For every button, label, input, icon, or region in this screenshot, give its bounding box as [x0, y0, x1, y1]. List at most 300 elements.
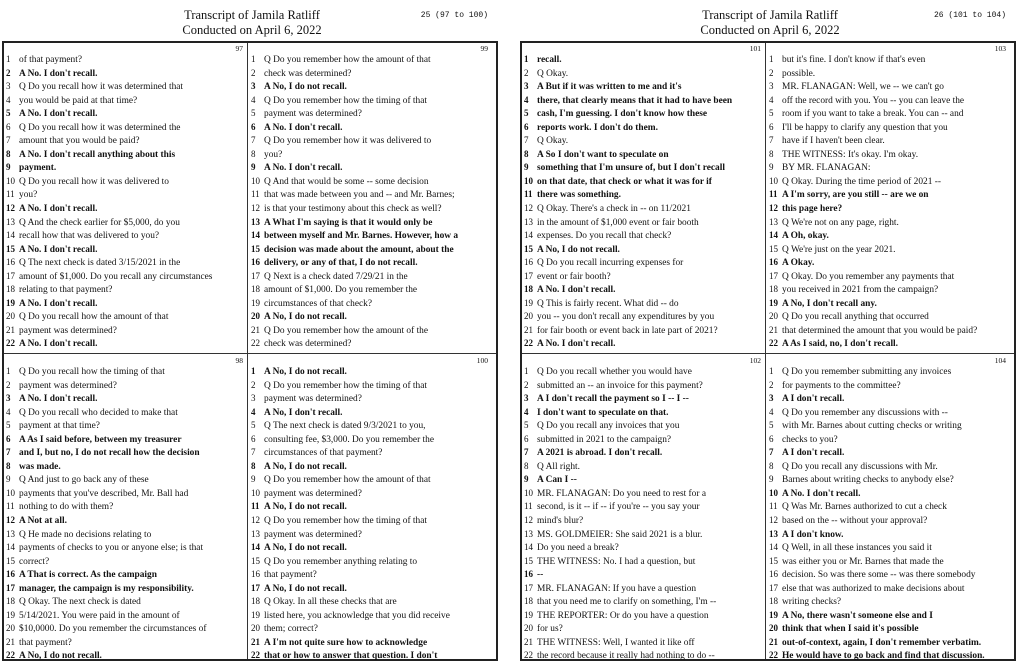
line-text: Q All right. [537, 461, 580, 472]
line-text: A No. I don't recall anything about this [19, 149, 176, 160]
line-number: 22 [251, 338, 260, 349]
transcript-line [251, 256, 490, 270]
transcript-line [524, 365, 763, 379]
line-text: A I'm sorry, are you still -- are we on [782, 190, 929, 201]
line-number: 7 [6, 135, 11, 146]
line-number: 10 [524, 487, 533, 498]
line-text: have if I haven't been clear. [782, 136, 885, 147]
transcript-line [6, 365, 245, 379]
transcript-line [524, 107, 763, 121]
transcript-line [6, 94, 245, 108]
line-number: 7 [6, 447, 11, 458]
line-text: A What I'm saying is that it would only be [264, 217, 433, 228]
transcript-line [6, 270, 245, 284]
line-number: 5 [6, 108, 11, 119]
line-number: 15 [524, 243, 533, 254]
transcript-line [6, 555, 245, 569]
transcript-line [769, 595, 1008, 609]
line-number: 16 [251, 257, 260, 268]
page-lines [251, 365, 490, 663]
transcript-line [524, 94, 763, 108]
transcript-line [251, 460, 490, 474]
line-number: 7 [769, 447, 774, 458]
transcript-line [524, 216, 763, 230]
transcript-page [522, 43, 765, 353]
line-text: Q We're just on the year 2021. [782, 244, 896, 255]
line-number: 5 [524, 108, 529, 119]
line-text: A I don't recall the payment so I -- I -- [537, 394, 689, 405]
line-number: 10 [251, 487, 260, 498]
line-number: 12 [769, 515, 778, 526]
line-text: I don't want to speculate on that. [537, 407, 669, 418]
transcript-page [249, 43, 492, 353]
line-text: recall how that was delivered to you? [19, 231, 160, 242]
line-number: 19 [524, 297, 533, 308]
line-text: A No. I don't recall. [19, 68, 98, 79]
line-text: is that your testimony about this check as well? [264, 204, 442, 215]
line-number: 4 [524, 406, 529, 417]
transcript-line [524, 541, 763, 555]
line-text: A No, I do not recall. [264, 543, 347, 554]
line-text: Q Do you remember anything relating to [264, 556, 418, 567]
line-number: 17 [769, 270, 778, 281]
line-text: BY MR. FLANAGAN: [782, 163, 871, 174]
line-text: with Mr. Barnes about cutting checks or writing [782, 421, 962, 432]
line-text: delivery, or any of that, I do not recall. [264, 258, 418, 269]
line-text: A No. I don't recall. [264, 122, 343, 133]
page-lines [769, 365, 1008, 663]
line-text: checks to you? [782, 434, 838, 445]
page-number: 97 [235, 44, 243, 53]
line-number: 17 [251, 270, 260, 281]
transcript-line [524, 622, 763, 636]
line-text: Q Okay. Do you remember any payments that [782, 271, 955, 282]
transcript-line [251, 243, 490, 257]
line-number: 20 [524, 311, 533, 322]
line-text: Q Do you recall how the amount of that [19, 312, 169, 323]
line-text: THE WITNESS: Well, I wanted it like off [537, 637, 695, 648]
transcript-line [6, 188, 245, 202]
line-number: 19 [6, 609, 15, 620]
line-number: 14 [251, 542, 260, 553]
transcript-line [251, 107, 490, 121]
transcript-line [6, 406, 245, 420]
transcript-line [524, 134, 763, 148]
line-text: Q And that would be some -- some decision [264, 176, 429, 187]
line-number: 8 [769, 460, 774, 471]
transcript-line [6, 622, 245, 636]
page-lines [251, 53, 490, 351]
line-number: 3 [6, 81, 11, 92]
page-grid [2, 41, 498, 661]
line-text: Q Do you recall how it was delivered to [19, 176, 169, 187]
transcript-line [251, 337, 490, 351]
transcript-line [524, 460, 763, 474]
line-text: Q Okay. [537, 68, 569, 79]
line-text: submitted an -- an invoice for this payment? [537, 380, 703, 391]
line-text: out-of-context, again, I don't remember verbatim. [782, 637, 982, 648]
line-number: 1 [251, 366, 256, 376]
line-text: A As I said, no, I don't recall. [782, 339, 898, 350]
line-text: payment was determined? [264, 488, 362, 499]
line-text: possible. [782, 68, 816, 79]
line-number: 1 [524, 54, 529, 64]
line-text: Q And just to go back any of these [19, 475, 149, 486]
transcript-line [251, 514, 490, 528]
transcript-line [524, 609, 763, 623]
transcript-line [769, 80, 1008, 94]
transcript-line [769, 229, 1008, 243]
page-lines [6, 365, 245, 663]
line-number: 6 [251, 433, 256, 444]
transcript-line [524, 175, 763, 189]
line-number: 8 [524, 460, 529, 471]
line-text: Q Do you recall how the timing of that [19, 367, 165, 377]
transcript-line [524, 53, 763, 67]
line-number: 3 [524, 393, 529, 404]
transcript-line [6, 582, 245, 596]
transcript-line [251, 67, 490, 81]
transcript-line [524, 243, 763, 257]
transcript-line [251, 148, 490, 162]
line-text: was made. [19, 461, 61, 472]
line-number: 5 [251, 108, 256, 119]
line-text: A No, there wasn't someone else and I [782, 610, 933, 621]
transcript-line [6, 500, 245, 514]
transcript-line [6, 446, 245, 460]
line-text: Q The next check is dated 9/3/2021 to you, [264, 421, 426, 432]
line-number: 1 [769, 366, 774, 376]
transcript-line [6, 568, 245, 582]
line-text: expenses. Do you recall that check? [537, 231, 672, 242]
line-number: 12 [6, 203, 15, 214]
line-text: Q Do you recall who decided to make that [19, 407, 178, 418]
transcript-line [251, 310, 490, 324]
transcript-line [6, 175, 245, 189]
line-number: 3 [769, 393, 774, 404]
transcript-line [769, 270, 1008, 284]
line-number: 2 [524, 379, 529, 390]
line-number: 4 [251, 406, 256, 417]
line-text: A No. I don't recall. [19, 204, 98, 215]
line-number: 17 [6, 270, 15, 281]
line-text: in the amount of $1,000 event or fair booth [537, 217, 699, 228]
transcript-line [524, 514, 763, 528]
transcript-line [524, 487, 763, 501]
page-number: 102 [749, 356, 761, 365]
transcript-line [769, 622, 1008, 636]
line-number: 3 [6, 393, 11, 404]
transcript-line [524, 121, 763, 135]
line-number: 8 [251, 148, 256, 159]
line-number: 17 [251, 582, 260, 593]
transcript-line [524, 297, 763, 311]
line-number: 21 [524, 636, 533, 647]
line-number: 21 [251, 324, 260, 335]
line-number: 22 [6, 650, 15, 661]
line-text: MS. GOLDMEIER: She said 2021 is a blur. [537, 529, 703, 540]
line-text: A Okay. [782, 258, 815, 269]
line-number: 20 [251, 623, 260, 634]
line-text: decision was made about the amount, about the [264, 244, 454, 255]
transcript-line [524, 649, 763, 663]
transcript-title: Transcript of Jamila Ratliff [702, 8, 838, 22]
line-text: listed here, you acknowledge that you did receive [264, 610, 450, 621]
line-text: payment was determined? [264, 109, 362, 120]
line-text: that was made between you and -- and Mr. Barnes; [264, 190, 455, 201]
line-text: for fair booth or event back in late part of 2021? [537, 325, 718, 336]
line-text: 5/14/2021. You were paid in the amount of [19, 610, 180, 621]
transcript-line [769, 609, 1008, 623]
line-text: A No. I don't recall. [19, 339, 98, 350]
line-text: consulting fee, $3,000. Do you remember the [264, 434, 435, 445]
line-number: 21 [524, 324, 533, 335]
transcript-line [524, 406, 763, 420]
line-number: 6 [251, 121, 256, 132]
transcript-line [6, 473, 245, 487]
line-text: Q Do you recall how it was determined the [19, 122, 181, 133]
line-number: 16 [6, 569, 15, 580]
transcript-line [251, 609, 490, 623]
transcript-line [769, 365, 1008, 379]
transcript-line [769, 500, 1008, 514]
line-text: you? [19, 190, 38, 201]
line-number: 9 [251, 474, 256, 485]
line-text: A No, I don't recall any. [782, 298, 877, 309]
line-text: that payment? [19, 637, 72, 648]
transcript-line [6, 310, 245, 324]
line-text: Q Do you recall any invoices that you [537, 421, 680, 432]
line-text: payments of checks to you or anyone else; is that [19, 543, 204, 554]
transcript-line [6, 541, 245, 555]
line-number: 20 [524, 623, 533, 634]
line-number: 19 [251, 609, 260, 620]
line-text: cash, I'm guessing. I don't know how these [537, 109, 708, 120]
line-text: A Oh, okay. [782, 231, 829, 242]
line-text: that or how to answer that question. I don't [264, 651, 438, 662]
transcript-line [524, 379, 763, 393]
line-text: payment. [19, 163, 57, 174]
line-number: 18 [251, 596, 260, 607]
line-number: 20 [769, 311, 778, 322]
transcript-sheet-left [2, 0, 502, 666]
line-number: 19 [769, 609, 778, 620]
row-divider [522, 353, 1014, 354]
line-text: Q Do you remember how the amount of the [264, 325, 429, 336]
line-number: 3 [251, 393, 256, 404]
line-text: payment was determined? [19, 325, 117, 336]
transcript-line [6, 202, 245, 216]
line-number: 6 [6, 121, 11, 132]
line-number: 16 [524, 569, 533, 580]
transcript-line [251, 365, 490, 379]
line-number: 17 [524, 582, 533, 593]
line-number: 20 [6, 623, 15, 634]
line-text: between myself and Mr. Barnes. However, how a [264, 231, 459, 242]
line-number: 8 [769, 148, 774, 159]
transcript-line [524, 80, 763, 94]
page-grid [520, 41, 1016, 661]
line-number: 19 [524, 609, 533, 620]
line-text: amount of $1,000. Do you recall any circumstances [19, 271, 213, 282]
page-lines [524, 53, 763, 351]
transcript-line [769, 202, 1008, 216]
line-text: A No, I do not recall. [264, 583, 347, 594]
transcript-line [769, 161, 1008, 175]
line-number: 3 [251, 81, 256, 92]
transcript-page [4, 355, 247, 665]
transcript-date: Conducted on April 6, 2022 [182, 23, 322, 37]
transcript-line [6, 134, 245, 148]
line-text: Q Do you remember how the timing of that [264, 516, 427, 527]
line-text: something that I'm unsure of, but I don't recall [537, 163, 725, 174]
line-number: 14 [769, 542, 778, 553]
line-text: Q He made no decisions relating to [19, 529, 152, 540]
line-text: A No. I don't recall. [537, 339, 616, 350]
line-text: A No, I don't recall. [264, 407, 343, 418]
transcript-line [524, 595, 763, 609]
transcript-page [767, 355, 1010, 665]
transcript-line [6, 609, 245, 623]
line-text: amount that you would be paid? [19, 136, 140, 147]
line-number: 22 [769, 650, 778, 661]
line-text: A So I don't want to speculate on [537, 149, 669, 160]
line-number: 5 [769, 420, 774, 431]
transcript-line [251, 433, 490, 447]
transcript-line [6, 636, 245, 650]
transcript-line [769, 121, 1008, 135]
transcript-line [6, 337, 245, 351]
line-text: there was something. [537, 190, 621, 201]
transcript-line [524, 473, 763, 487]
line-text: room if you want to take a break. You can -- and [782, 109, 964, 120]
line-number: 9 [524, 162, 529, 173]
line-text: Q Do you remember how the timing of that [264, 95, 427, 106]
transcript-line [6, 379, 245, 393]
transcript-line [251, 229, 490, 243]
line-text: MR. FLANAGAN: If you have a question [537, 583, 697, 594]
line-text: A I don't recall. [782, 394, 845, 405]
transcript-line [524, 67, 763, 81]
line-number: 13 [524, 216, 533, 227]
line-number: 6 [6, 433, 11, 444]
transcript-line [769, 636, 1008, 650]
transcript-line [524, 528, 763, 542]
line-text: on that date, that check or what it was for if [537, 176, 712, 187]
transcript-line [6, 419, 245, 433]
line-number: 2 [251, 379, 256, 390]
line-text: you? [264, 149, 283, 160]
transcript-line [769, 94, 1008, 108]
line-text: payments that you've described, Mr. Ball had [19, 488, 189, 499]
line-text: A I don't know. [782, 529, 844, 540]
line-text: Q Do you recall incurring expenses for [537, 258, 684, 269]
line-text: event or fair booth? [537, 271, 611, 282]
line-number: 20 [769, 623, 778, 634]
line-number: 14 [769, 230, 778, 241]
transcript-line [769, 473, 1008, 487]
transcript-line [524, 324, 763, 338]
line-text: A Can I -- [537, 475, 577, 486]
transcript-line [251, 80, 490, 94]
line-text: Q The next check is dated 3/15/2021 in the [19, 258, 181, 269]
line-number: 11 [524, 501, 533, 512]
line-number: 21 [251, 636, 260, 647]
line-number: 7 [769, 135, 774, 146]
line-text: Q Was Mr. Barnes authorized to cut a check [782, 502, 947, 513]
line-text: A No, I do not recall. [264, 367, 347, 377]
line-text: that you need me to clarify on something, I'm -- [537, 597, 717, 608]
transcript-line [769, 392, 1008, 406]
line-number: 6 [524, 121, 529, 132]
line-number: 13 [6, 528, 15, 539]
page-number: 103 [994, 44, 1006, 53]
transcript-line [251, 216, 490, 230]
line-text: Do you need a break? [537, 543, 619, 554]
line-number: 4 [769, 94, 774, 105]
transcript-line [524, 419, 763, 433]
transcript-line [251, 649, 490, 663]
transcript-line [524, 148, 763, 162]
line-text: Q Do you remember how the amount of that [264, 55, 431, 65]
line-number: 18 [524, 284, 533, 295]
transcript-line [524, 161, 763, 175]
line-number: 13 [769, 528, 778, 539]
transcript-line [524, 636, 763, 650]
transcript-line [769, 337, 1008, 351]
line-number: 10 [6, 175, 15, 186]
transcript-line [769, 555, 1008, 569]
transcript-line [251, 473, 490, 487]
column-divider [765, 43, 766, 659]
transcript-line [769, 256, 1008, 270]
line-text: Q Do you remember any discussions with -- [782, 407, 948, 418]
line-number: 19 [6, 297, 15, 308]
transcript-line [524, 446, 763, 460]
transcript-line [769, 310, 1008, 324]
line-text: Q Do you remember how it was delivered to [264, 136, 432, 147]
transcript-page [767, 43, 1010, 353]
transcript-line [524, 568, 763, 582]
line-number: 16 [769, 569, 778, 580]
line-text: A No, I do not recall. [264, 82, 347, 93]
line-number: 17 [769, 582, 778, 593]
line-number: 7 [524, 447, 529, 458]
line-number: 4 [6, 94, 11, 105]
line-number: 12 [524, 515, 533, 526]
line-text: A No, I do not recall. [264, 461, 347, 472]
line-text: Q Okay. In all these checks that are [264, 597, 397, 608]
line-text: of that payment? [19, 55, 82, 65]
transcript-line [6, 53, 245, 67]
line-text: this page here? [782, 204, 843, 215]
transcript-line [769, 460, 1008, 474]
transcript-line [251, 406, 490, 420]
transcript-line [769, 487, 1008, 501]
transcript-line [6, 243, 245, 257]
transcript-line [6, 283, 245, 297]
line-text: was either you or Mr. Barnes that made the [782, 556, 944, 567]
transcript-line [251, 202, 490, 216]
line-number: 5 [769, 108, 774, 119]
line-text: circumstances of that check? [264, 298, 373, 309]
line-number: 13 [769, 216, 778, 227]
column-divider [247, 43, 248, 659]
transcript-line [769, 446, 1008, 460]
line-number: 2 [769, 67, 774, 78]
transcript-line [251, 379, 490, 393]
line-text: THE WITNESS: It's okay. I'm okay. [782, 149, 919, 160]
